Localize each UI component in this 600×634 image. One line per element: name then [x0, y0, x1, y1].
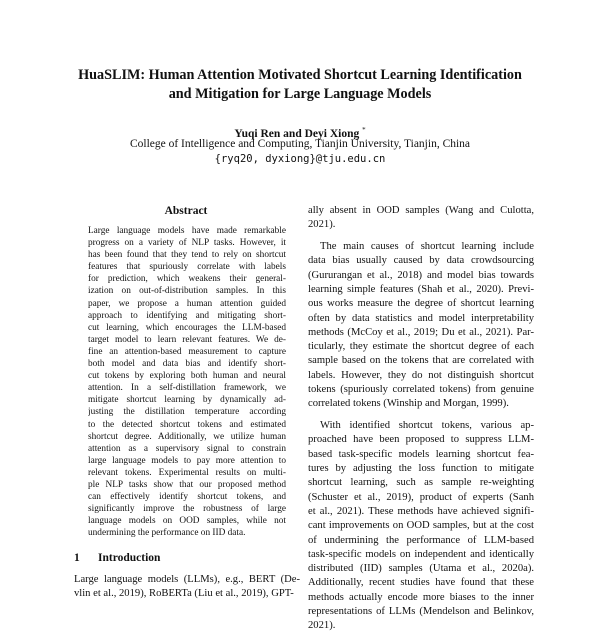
text-line: methods (McCoy et al., 2019; Du et al., 2021). Par-	[308, 326, 534, 338]
section-heading-introduction	[74, 552, 160, 564]
text-line: mitigate shortcut learning by dynamically ad-	[88, 395, 286, 406]
text-line: ple NLP tasks show that our proposed method	[88, 479, 286, 490]
text-line: tokens (spuriously correlated tokens) from genuine	[308, 384, 534, 396]
abstract-heading: Abstract	[164, 205, 208, 217]
text-line: relevant tokens. Experimental results on multi-	[88, 467, 286, 478]
text-line: With identified shortcut tokens, various ap-	[320, 420, 534, 432]
text-line: proached have been proposed to suppress LLM-	[308, 434, 534, 446]
text-line: both model and data bias and identify short-	[88, 359, 286, 370]
text-line: based task-specific models learning shortcut fea-	[308, 448, 534, 460]
author-names: Yuqi Ren and Deyi Xiong	[234, 127, 360, 140]
text-line: 2021).	[308, 620, 336, 632]
text-line: cut tokens by exploring both human and neural	[88, 371, 286, 382]
section-title: Introduction	[98, 552, 161, 564]
paragraph-gap	[308, 233, 534, 241]
text-line: cut learning, which encourages the LLM-based	[88, 322, 286, 333]
text-line: Additionally, recent studies have found that these	[308, 577, 534, 589]
text-line: fine an attention-based measurement to capture	[88, 346, 286, 357]
text-line: sample based on the tokens that are correlated with	[308, 355, 534, 367]
text-line: distributed (IID) samples (Utama et al., 2020a).	[308, 563, 534, 575]
text-line: The main causes of shortcut learning include	[320, 241, 534, 253]
text-line: can effectively identify shortcut tokens, and	[88, 492, 286, 503]
text-line: (Gururangan et al., 2018) and model bias towards	[308, 269, 534, 281]
text-line: 2021).	[308, 219, 336, 231]
text-line: correlated tokens (Winship and Morgan, 1999).	[308, 398, 509, 410]
text-line: has been found that they tend to rely on shortcut	[88, 250, 286, 261]
text-line: labels. However, they do not distinguish shortcut	[308, 369, 534, 381]
author-email: {ryq20, dyxiong}@tju.edu.cn	[214, 153, 386, 165]
text-line: Large language models (LLMs), e.g., BERT (De-	[74, 574, 300, 585]
introduction-text	[74, 573, 300, 602]
paragraph	[308, 419, 534, 633]
text-line: often by data statistics and model interpretability	[308, 312, 534, 324]
text-line: ization on out-of-distribution samples. In this	[88, 286, 286, 297]
text-line: language models on OOD samples, while not	[88, 516, 286, 527]
abstract-body	[88, 225, 286, 539]
text-line: significantly improve the robustness of large	[88, 504, 286, 515]
affiliation: College of Intelligence and Computing, Tianjin University, Tianjin, China	[129, 138, 471, 150]
text-line: features that spuriously correlate with labels	[88, 262, 286, 273]
text-line: cant improvements on OOD samples, but at the cost	[308, 520, 534, 532]
text-line: large language models to pay more attention to	[88, 455, 286, 466]
title-line: and Mitigation for Large Language Models	[168, 86, 432, 102]
text-line: undermining the performance on IID data.	[88, 528, 246, 539]
text-line: shortcut learning, such as sample re-weighting	[308, 477, 534, 489]
text-line: justing the distillation temperature according	[88, 407, 286, 418]
text-line: (Schuster et al., 2019), product of experts (Sanh	[308, 491, 534, 503]
text-line: vlin et al., 2019), RoBERTa (Liu et al., 2019), GPT-	[74, 588, 294, 600]
text-line: data bias usually caused by data crowdsourcing	[308, 255, 534, 267]
text-line: shortcut degree. Additionally, we utilize human	[88, 431, 286, 442]
paragraph-gap	[308, 412, 534, 420]
text-line: learning simple features (Shah et al., 2020). Previ-	[308, 283, 534, 295]
text-line: representations of LLMs (Mendelson and Belinkov,	[308, 606, 534, 618]
right-column-text	[308, 204, 534, 634]
text-line: attention as a supervisory signal to constrain	[88, 443, 286, 454]
text-line: ally absent in OOD samples (Wang and Culotta,	[308, 205, 534, 216]
text-line: et al., 2021). These methods have achieved signifi-	[308, 505, 534, 517]
paragraph	[308, 204, 534, 233]
text-line: to the detected shortcut tokens and estimated	[88, 419, 286, 430]
author-footnote-mark: *	[362, 126, 366, 134]
title-line: HuaSLIM: Human Attention Motivated Shortcut Learning Identification	[78, 67, 522, 83]
text-line: Large language models have made remarkable	[88, 226, 286, 236]
text-line: approach to identifying and mitigating short-	[88, 310, 286, 321]
text-line: ous works measure the degree of shortcut learning	[308, 298, 534, 310]
section-number: 1	[74, 552, 80, 564]
text-line: progress on a variety of NLP tasks. However, it	[88, 238, 286, 249]
text-line: ticularly, they estimate the shortcut degree of each	[308, 341, 534, 353]
text-line: attention. In a self-distillation framework, we	[88, 383, 286, 394]
text-line: target model to learn relevant features. We de-	[88, 334, 286, 345]
text-line: methods actually encode more biases to the inner	[308, 591, 534, 603]
text-line: of undermining the performance of LLM-based	[308, 534, 534, 546]
text-line: for prediction, which weakens their general-	[88, 274, 286, 285]
text-line: tures by adjusting the loss function to mitigate	[308, 463, 534, 475]
text-line: paper, we propose a human attention guided	[88, 298, 286, 309]
paragraph	[308, 240, 534, 412]
paper-title	[40, 66, 560, 104]
text-line: task-specific models on independent and identically	[308, 548, 534, 560]
